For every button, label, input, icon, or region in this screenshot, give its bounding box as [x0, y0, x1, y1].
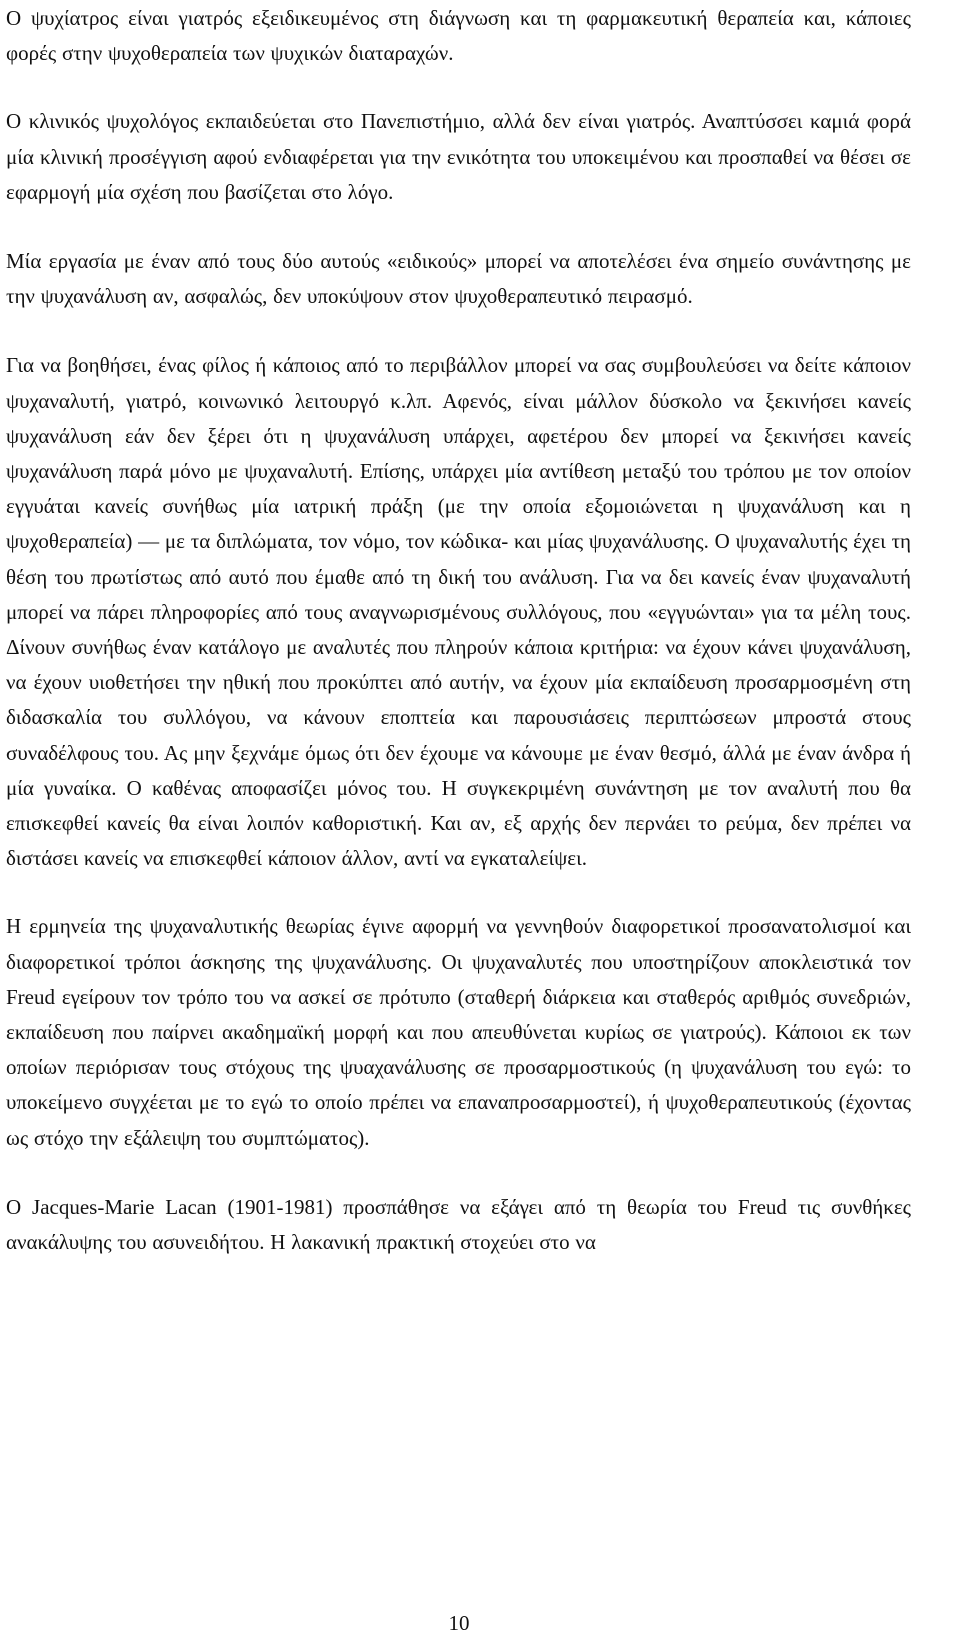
paragraph-lacan: Ο Jacques-Marie Lacan (1901-1981) προσπάθησε να εξάγει από τη θεωρία του Freud τις συνθήκες ανακάλυψης του ασυνειδήτου. Η λακανική πρακτική στοχεύει στο να — [6, 1194, 911, 1255]
paragraph-interpretation-of-theory: Η ερμηνεία της ψυχαναλυτικής θεωρίας έγινε αφορμή να γεννηθούν διαφορετικοί προσανατολισμοί και διαφορετικοί τρόποι άσκησης της ψυχανάλυσης. Οι ψυχαναλυτές που υποστηρίζουν αποκλειστικά τον Freud εγείρουν τον τρόπο του να ασκεί σε πρότυπο (σταθερή διάρκεια και σταθερός αριθμός συνεδριών, εκπαίδευση που παίρνει ακαδημαϊκή μορφή και που απευθύνεται κυρίως σε γιατρούς). Κάποιοι εκ των οποίων περιόρισαν τους στόχους της ψυαχανάλυσης σε προσαρμοστικούς (η ψυχανάλυση του εγώ: το υποκείμενο συγχέεται με το εγώ το οποίο πρέπει να επαναπροσαρμοστεί), ή ψυχοθεραπευτικούς (έχοντας ως στόχο την εξάλειψη του συμπτώματος). — [6, 914, 911, 1150]
paragraph-specialists-meeting-point: Μία εργασία με έναν από τους δύο αυτούς «ειδικούς» μπορεί να αποτελέσει ένα σημείο συνάντησης με την ψυχανάλυση αν, ασφαλώς, δεν υποκύψουν στον ψυχοθεραπευτικό πειρασμό. — [6, 249, 911, 309]
paragraph-clinical-psychologist: Ο κλινικός ψυχολόγος εκπαιδεύεται στο Πανεπιστήμιο, αλλά δεν είναι γιατρός. Αναπτύσσει καμιά φορά μία κλινική προσέγγιση αφού ενδιαφέρεται για την ενικότητα του υποκειμένου και προσπαθεί να θέσει σε εφαρμογή μία σχέση που βασίζεται στο λόγο. — [6, 109, 911, 204]
document-page — [6, 0, 911, 1260]
paragraph-finding-analyst: Για να βοηθήσει, ένας φίλος ή κάποιος από το περιβάλλον μπορεί να σας συμβουλεύσει να δείτε κάποιον ψυχαναλυτή, γιατρό, κοινωνικό λειτουργό κ.λπ. Αφενός, είναι μάλλον δύσκολο να ξεκινήσει κανείς ψυχανάλυση εάν δεν ξέρει ότι η ψυχανάλυση υπάρχει, αφετέρου δεν μπορεί να ξεκινήσει κανείς ψυχανάλυση παρά μόνο με ψυχαναλυτή. Επίσης, υπάρχει μία αντίθεση μεταξύ του τρόπου με τον οποίον εγγυάται κανείς συνήθως μία ιατρική πράξη (με την οποία εξομοιώνεται η ψυχανάλυση και η ψυχοθεραπεία) ― με τα διπλώματα, τον νόμο, τον κώδικα- και μίας ψυχανάλυσης. Ο ψυχαναλυτής έχει τη θέση του πρωτίστως από αυτό που έμαθε από τη δική του ανάλυση. Για να δει κανείς έναν ψυχαναλυτή μπορεί να πάρει πληροφορίες από τους αναγνωρισμένους συλλόγους, που «εγγυώνται» για τα μέλη τους. Δίνουν συνήθως έναν κατάλογο με αναλυτές που πληρούν κάποια κριτήρια: να έχουν κάνει ψυχανάλυση, να έχουν υιοθετήσει την ηθική που προκύπτει από αυτήν, να έχουν μία εκπαίδευση προσαρμοσμένη στη διδασκαλία του συλλόγου, να κάνουν εποπτεία και παρουσιάσεις περιπτώσεων μπροστά στους συναδέλφους του. Ας μην ξεχνάμε όμως ότι δεν έχουμε να κάνουμε με έναν θεσμό, άλλά με έναν άνδρα ή μία γυναίκα. Ο καθένας αποφασίζει μόνος του. Η συγκεκριμένη συνάντηση με τον αναλυτή που θα επισκεφθεί κανείς θα είναι λοιπόν καθοριστική. Και αν, εξ αρχής δεν περνάει το ρεύμα, δεν πρέπει να διστάσει κανείς να επισκεφθεί κάποιον άλλον, αντί να εγκαταλείψει. — [6, 353, 911, 871]
paragraph-psychiatrist: Ο ψυχίατρος είναι γιατρός εξειδικευμένος στη διάγνωση και τη φαρμακευτική θεραπεία και, κάποιες φορές στην ψυχοθεραπεία των ψυχικών διαταραχών. — [6, 6, 911, 66]
page-number: 10 — [448, 1611, 470, 1635]
